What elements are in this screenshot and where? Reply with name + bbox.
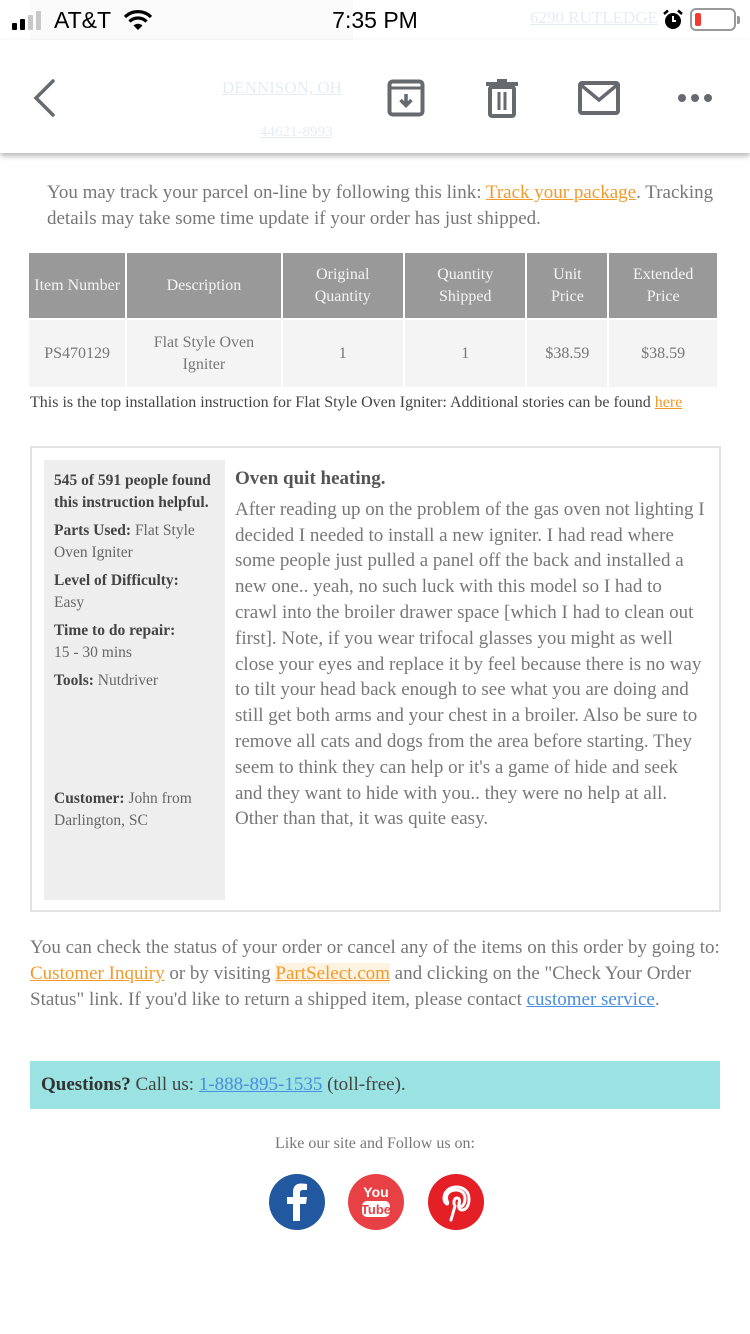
repair-story-card (30, 446, 721, 912)
more-button[interactable] (670, 73, 720, 123)
cell-description: Flat Style Oven Igniter (127, 320, 280, 387)
parts-used: Parts Used: Flat Style Oven Igniter (54, 522, 195, 561)
order-items-table (27, 253, 719, 387)
pinterest-icon (441, 1182, 471, 1222)
header-extended-price: Extended Price (609, 253, 717, 320)
cell-unit-price: $38.59 (527, 320, 607, 387)
mark-unread-button[interactable] (574, 73, 624, 123)
customer-inquiry-link[interactable]: Customer Inquiry (30, 963, 165, 984)
phone-link[interactable]: 1-888-895-1535 (198, 1074, 323, 1095)
delete-button[interactable] (480, 73, 524, 123)
repair-time: Time to do repair: 15 - 30 mins (54, 622, 176, 661)
alarm-icon (662, 9, 684, 36)
archive-icon (387, 79, 425, 117)
header-original-quantity: Original Quantity (283, 253, 403, 320)
svg-text:Tube: Tube (360, 1202, 392, 1217)
mail-icon (578, 81, 620, 115)
customer: Customer: John from Darlington, SC (54, 790, 192, 829)
ghost-city: DENNISON, OH (222, 78, 342, 97)
story-title: Oven quit heating. (235, 468, 386, 489)
header-quantity-shipped: Quantity Shipped (405, 253, 526, 320)
customer-service-link[interactable]: customer service (526, 989, 655, 1010)
header-description: Description (127, 253, 280, 320)
follow-text: Like our site and Follow us on: (275, 1135, 475, 1152)
ghost-zip: 44621-8993 (260, 124, 333, 140)
back-button[interactable] (20, 70, 68, 126)
top-instruction-paragraph (30, 391, 720, 414)
archive-button[interactable] (380, 73, 432, 123)
status-bar (0, 0, 750, 40)
carrier-label: AT&T (54, 7, 112, 33)
trash-icon (485, 78, 519, 118)
more-icon (677, 93, 713, 103)
chevron-left-icon (31, 78, 57, 118)
tracking-paragraph (47, 180, 727, 232)
track-package-link[interactable]: Track your package (485, 182, 637, 203)
helpful-count: 545 of 591 people found this instruction helpful. (54, 472, 211, 511)
table-header-row (29, 253, 717, 320)
story-content (235, 466, 705, 832)
youtube-icon (356, 1182, 396, 1222)
facebook-button[interactable] (269, 1174, 325, 1230)
order-status-paragraph: You can check the status of your order or cancel any of the items on this order by going to: Customer Inquiry or by visiting PartSelect.com and clicking on the "Check Your Order Status" link. If you'd like to return a shipped item, please contact customer service. (30, 937, 720, 1010)
clock: 7:35 PM (332, 7, 418, 33)
story-body: After reading up on the problem of the gas oven not lighting I decided I needed to install a new igniter. I had read where some people just pulled a panel off the back and installed a new one.. yeah, no such luck with this model so I had to crawl into the broiler drawer space [which I had to clean out first]. Note, if you wear trifocal glasses you might as well close your eyes and replace it by feel because there is no way to tilt your head back enough to see what you are doing and still get both arms and your chest in a broiler. Also be sure to remove all cats and dogs from the area before starting. They seem to think they can help or it's a game of hide and seek and they want to hide with you.. they were no help at all. (235, 498, 705, 804)
header-unit-price: Unit Price (527, 253, 607, 320)
difficulty: Level of Difficulty: Easy (54, 572, 179, 611)
cell-quantity-shipped: 1 (405, 320, 526, 387)
cell-item-number: PS470129 (29, 320, 125, 387)
top-instruction-text: This is the top installation instruction for Flat Style Oven Igniter: Additional stories can be found (30, 394, 655, 411)
ghost-address-line: 6290 RUTLEDGE (530, 8, 658, 27)
mail-toolbar (0, 40, 750, 153)
header-item-number: Item Number (29, 253, 125, 320)
additional-stories-link[interactable]: here (654, 394, 683, 411)
tracking-text-after: . Tracking details may take some time update if your order has just shipped. (47, 182, 714, 229)
partselect-link[interactable]: PartSelect.com (275, 963, 390, 984)
cell-original-quantity: 1 (283, 320, 403, 387)
story-closing: Other than that, it was quite easy. (235, 808, 489, 830)
facebook-icon (285, 1183, 309, 1221)
battery-icon (690, 8, 736, 31)
svg-text:You: You (363, 1184, 389, 1200)
story-sidebar (44, 460, 225, 900)
youtube-button[interactable] (348, 1174, 404, 1230)
tools: Tools: Nutdriver (54, 672, 159, 689)
tracking-text: You may track your parcel on-line by following this link: (47, 182, 486, 203)
cell-extended-price: $38.59 (609, 320, 717, 387)
pinterest-button[interactable] (428, 1174, 484, 1230)
questions-banner: Questions? Call us: 1-888-895-1535 (toll-free). (30, 1061, 720, 1109)
table-row (29, 320, 717, 387)
